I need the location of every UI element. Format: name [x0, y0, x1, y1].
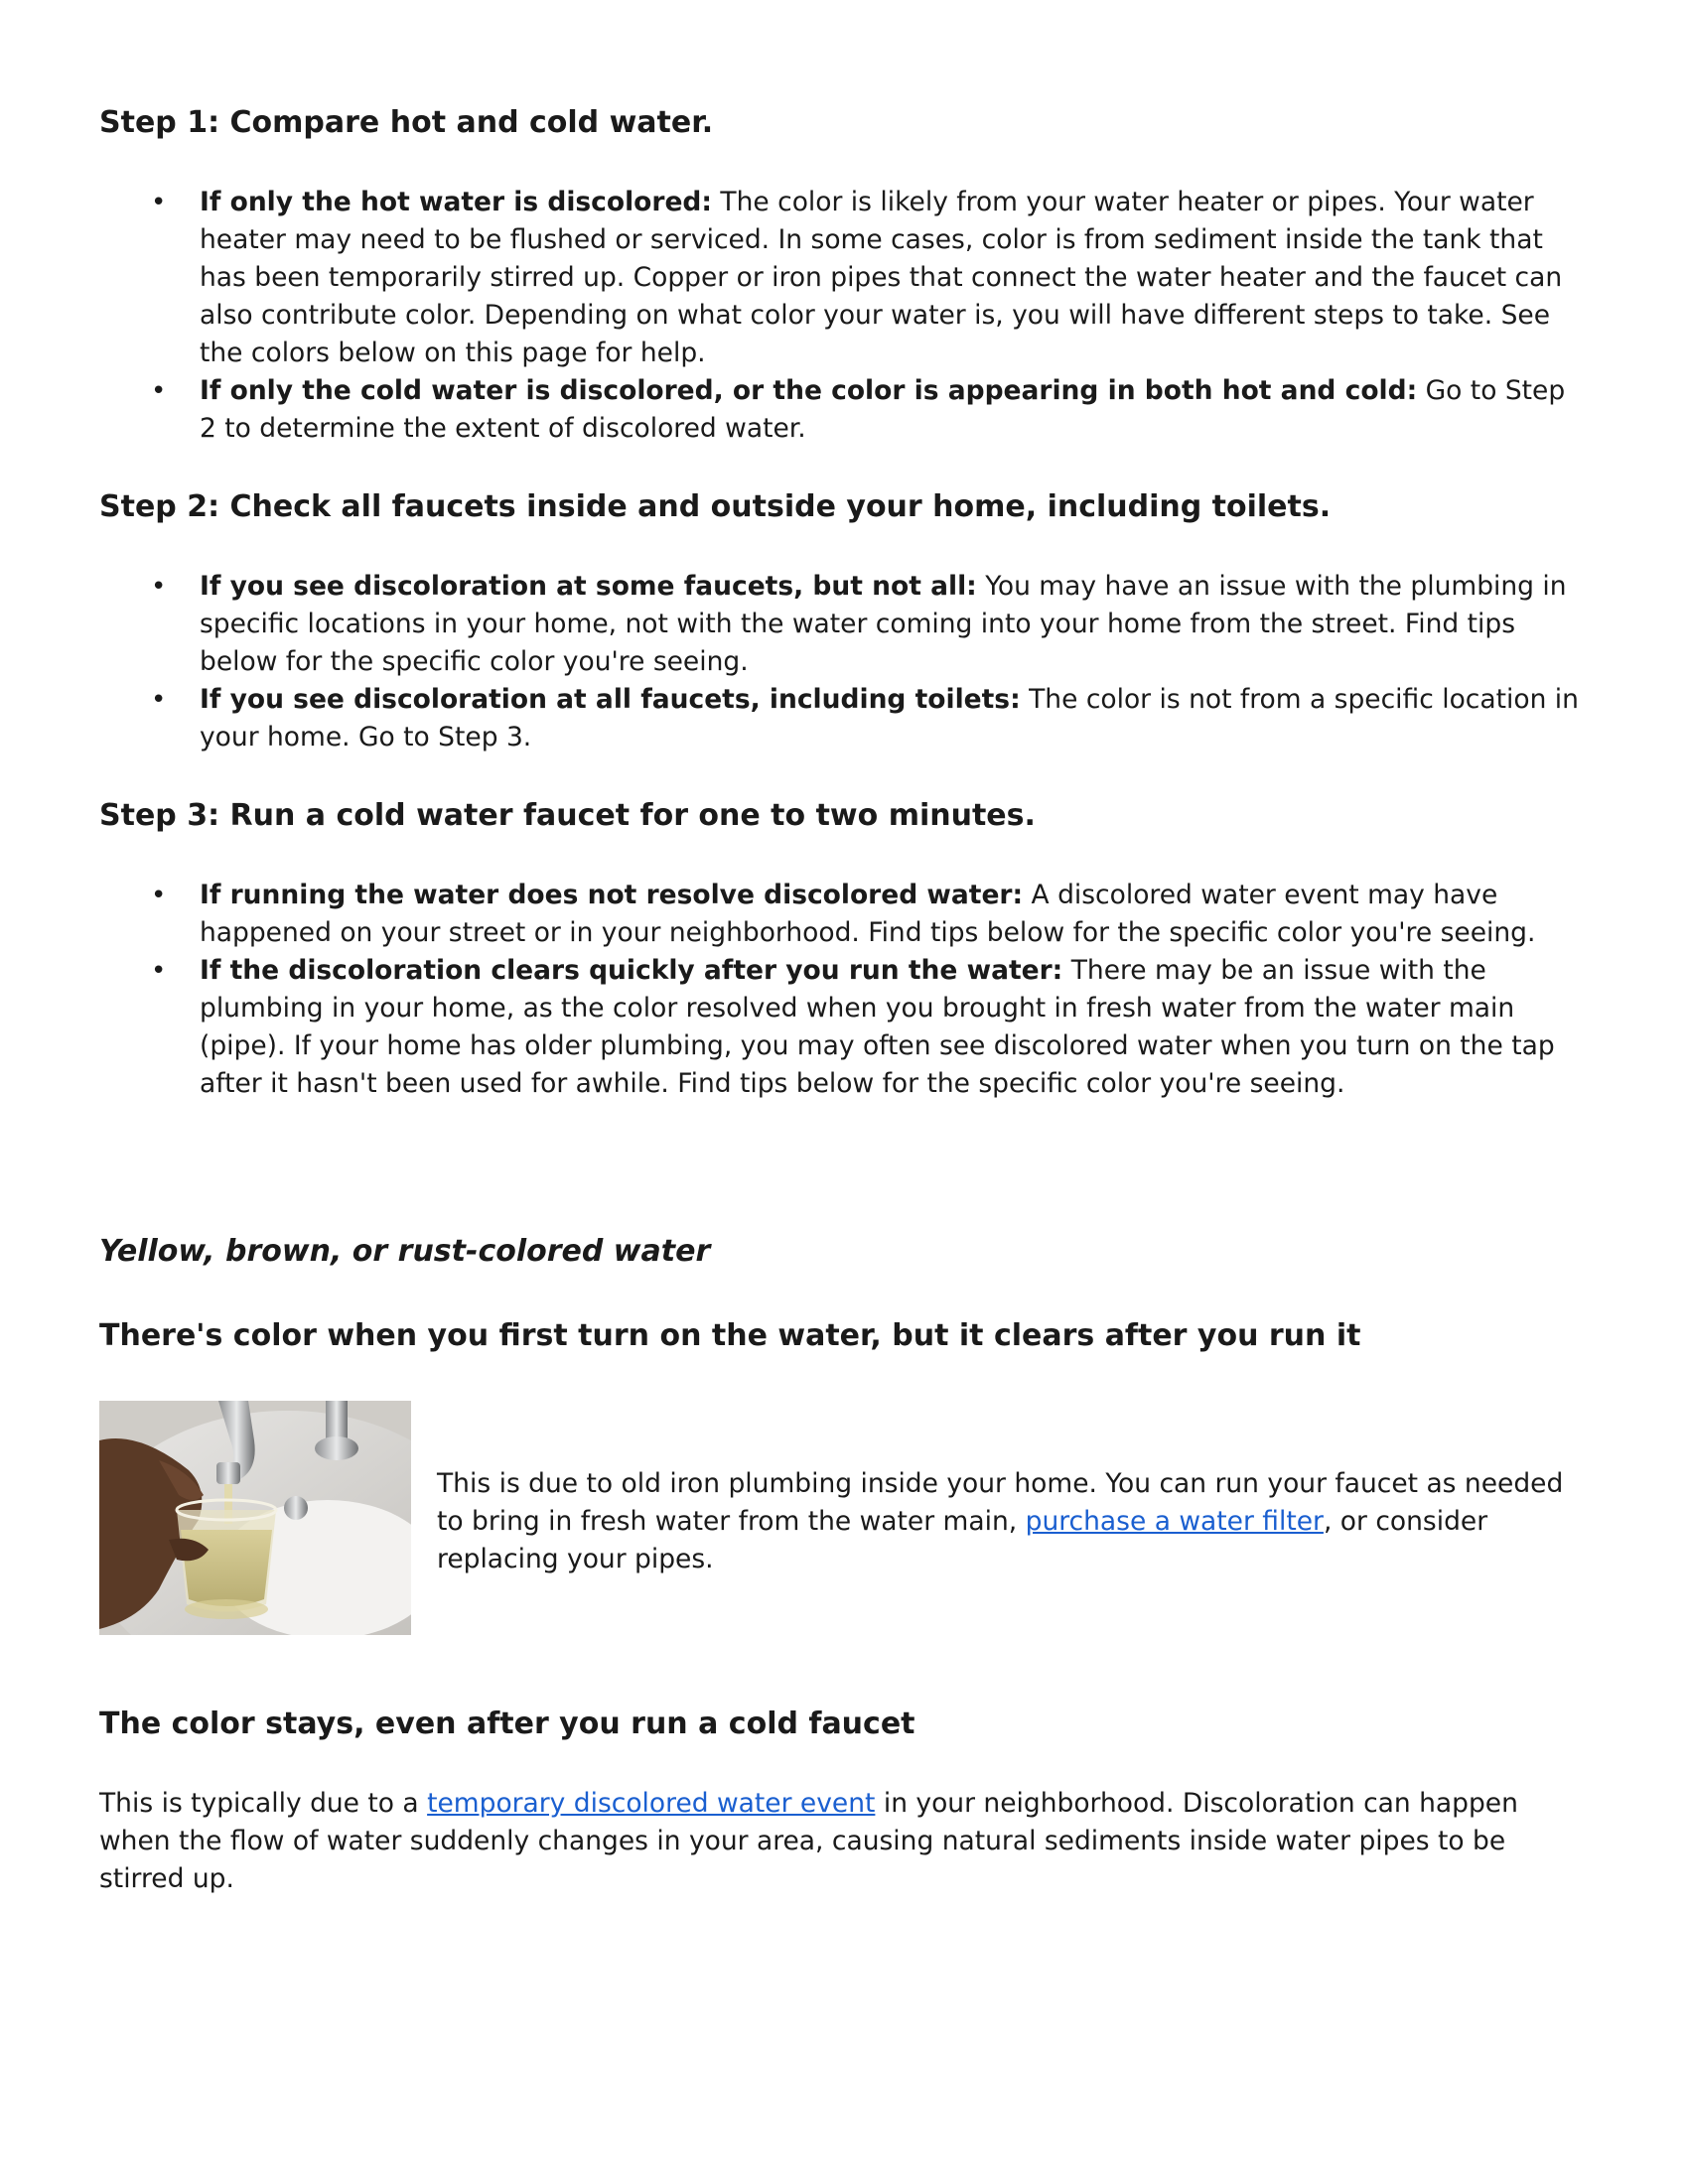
- list-item: [99, 372, 1589, 448]
- step2-list: [99, 568, 1589, 756]
- step2-heading: Step 2: Check all faucets inside and outside your home, including toilets.: [99, 489, 1332, 524]
- item-text: The color is not from a specific location in your home. Go to Step 3.: [200, 684, 1579, 752]
- clears-heading: There's color when you first turn on the water, but it clears after you run it: [99, 1318, 1361, 1353]
- item-text: The color is likely from your water heater or pipes. Your water heater may need to be flushed or serviced. In some cases, color is from sediment inside the tank that has been temporarily stirred up. Copper or iron pipes that connect the water heater and the faucet can also contribute color. Depending on what color your water is, you will have different steps to take. See the colors below on this page for help.: [200, 187, 1563, 368]
- faucet-glass-illustration: [99, 1401, 411, 1635]
- list-item: [99, 877, 1589, 952]
- list-item: [99, 184, 1589, 372]
- discolored-water-event-link[interactable]: temporary discolored water event: [427, 1788, 876, 1819]
- item-lead: If you see discoloration at some faucets, but not all:: [200, 571, 977, 602]
- step3-list: [99, 877, 1589, 1103]
- faucet-glass-photo: [99, 1401, 411, 1635]
- bullet-icon: •: [151, 376, 167, 406]
- item-lead: If only the hot water is discolored:: [200, 187, 712, 217]
- item-text: You may have an issue with the plumbing in specific locations in your home, not with the water coming into your home from the street. Find tips below for the specific color you're seeing.: [200, 571, 1567, 677]
- purchase-water-filter-link[interactable]: purchase a water filter: [1025, 1506, 1324, 1537]
- item-text: Go to Step 2 to determine the extent of discolored water.: [200, 375, 1566, 444]
- list-item: [99, 568, 1589, 681]
- item-lead: If the discoloration clears quickly after you run the water:: [200, 955, 1063, 986]
- color-section-heading: Yellow, brown, or rust-colored water: [99, 1234, 711, 1269]
- clears-text-after: , or consider replacing your pipes.: [437, 1506, 1488, 1574]
- bullet-icon: •: [151, 881, 167, 910]
- bullet-icon: •: [151, 685, 167, 715]
- step1-list: [99, 184, 1589, 448]
- stays-text-before: This is typically due to a: [99, 1788, 428, 1819]
- bullet-icon: •: [151, 956, 167, 986]
- step1-heading: Step 1: Compare hot and cold water.: [99, 105, 714, 140]
- stays-paragraph: [99, 1785, 1589, 1898]
- clears-paragraph: [437, 1465, 1589, 1578]
- item-lead: If only the cold water is discolored, or the color is appearing in both hot and cold:: [200, 375, 1418, 406]
- clears-text-before: This is due to old iron plumbing inside your home. You can run your faucet as needed to bring in fresh water from the water main,: [437, 1468, 1564, 1537]
- item-text: There may be an issue with the plumbing in your home, as the color resolved when you brought in fresh water from the water main (pipe). If your home has older plumbing, you may often see discolored water when you turn on the tap after it hasn't been used for awhile. Find tips below for the specific color you're seeing.: [200, 955, 1555, 1099]
- stays-heading: The color stays, even after you run a cold faucet: [99, 1706, 915, 1741]
- step3-heading: Step 3: Run a cold water faucet for one to two minutes.: [99, 798, 1036, 833]
- bullet-icon: •: [151, 188, 167, 217]
- list-item: [99, 681, 1589, 756]
- item-lead: If running the water does not resolve discolored water:: [200, 880, 1024, 910]
- list-item: [99, 952, 1589, 1103]
- item-lead: If you see discoloration at all faucets, including toilets:: [200, 684, 1021, 715]
- bullet-icon: •: [151, 572, 167, 602]
- item-text: A discolored water event may have happened on your street or in your neighborhood. Find tips below for the specific color you're seeing.: [200, 880, 1536, 948]
- stays-text-after: in your neighborhood. Discoloration can happen when the flow of water suddenly changes in your area, causing natural sediments inside water pipes to be stirred up.: [99, 1788, 1518, 1894]
